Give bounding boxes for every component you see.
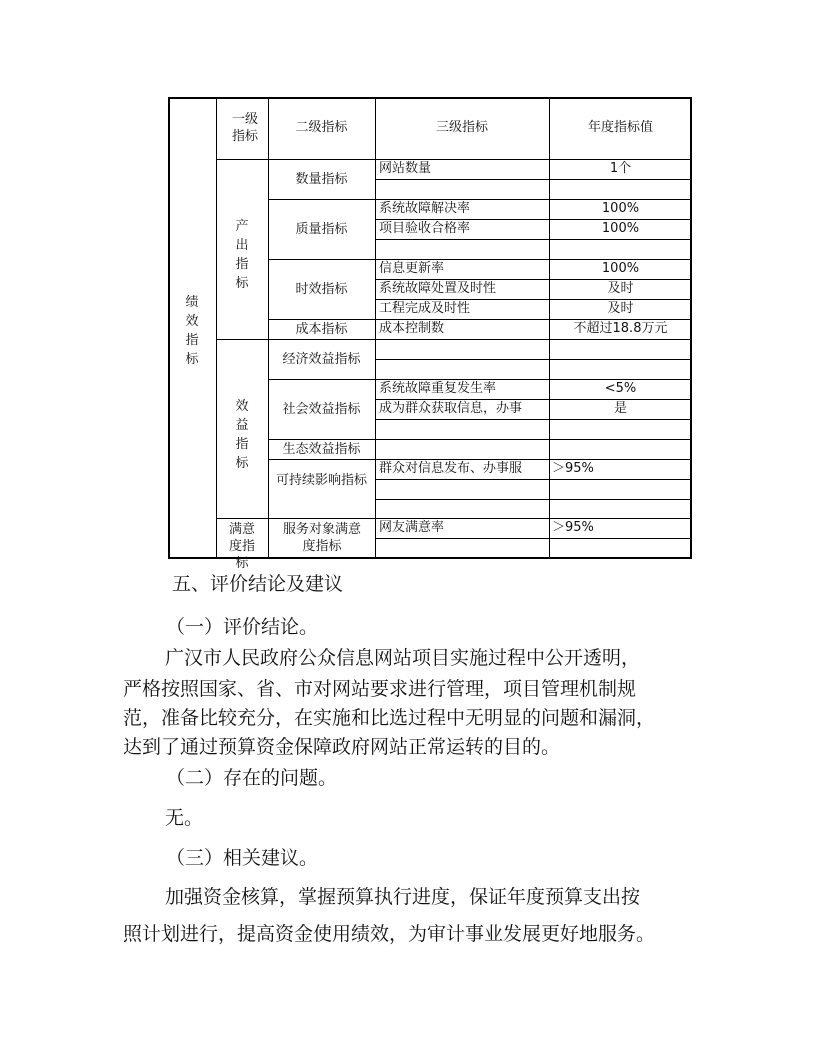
level2-timeliness: 时效指标 [295, 282, 348, 297]
row-line [375, 179, 692, 180]
indicator-fault-resolution: 系统故障解决率 [379, 201, 471, 216]
row-line [375, 259, 692, 260]
subheading-suggestions: （三）相关建议。 [166, 847, 319, 869]
column-line [375, 97, 376, 559]
indicator-website-count: 网站数量 [379, 161, 432, 176]
row-line [375, 379, 692, 380]
row-line [375, 538, 692, 539]
header-level2: 二级指标 [295, 120, 348, 135]
value-fault-handling: 及时 [607, 281, 634, 296]
row-line [375, 279, 692, 280]
row-line [375, 359, 692, 360]
group-satisfaction-indicators: 满意度指标 [228, 522, 255, 571]
row-line [375, 219, 692, 220]
value-public-satisfaction-info: ＞95% [552, 461, 594, 476]
value-cost-control: 不超过18.8万元 [573, 321, 668, 336]
value-website-count: 1个 [609, 161, 632, 176]
value-project-completion: 及时 [607, 301, 634, 316]
level2-service-satisfaction: 服务对象满意度指标 [282, 522, 361, 554]
row-line [375, 319, 692, 320]
level2-quantity: 数量指标 [295, 172, 348, 187]
row-line [375, 419, 692, 420]
indicator-public-satisfaction-info: 群众对信息发布、办事服 [379, 461, 523, 476]
paragraph-line: 无。 [165, 807, 204, 829]
row-line [375, 459, 692, 460]
value-update-rate: 100% [601, 261, 640, 276]
table-border-top [168, 97, 692, 99]
level2-line [268, 259, 375, 260]
header-level3: 三级指标 [435, 120, 488, 135]
section-heading-conclusion: 五、评价结论及建议 [172, 573, 344, 595]
level2-ecological: 生态效益指标 [282, 442, 361, 457]
row-line [375, 518, 692, 519]
column-line [216, 97, 217, 559]
level2-sustainable: 可持续影响指标 [275, 473, 367, 488]
indicator-fault-handling: 系统故障处置及时性 [379, 281, 497, 296]
paragraph-line: 达到了通过预算资金保障政府网站正常运转的目的。 [123, 736, 561, 758]
value-fault-resolution: 100% [601, 201, 640, 216]
group-line [216, 339, 268, 340]
indicator-public-access: 成为群众获取信息，办事 [379, 401, 523, 416]
indicator-acceptance-rate: 项目验收合格率 [379, 221, 471, 236]
row-line [375, 479, 692, 480]
indicator-project-completion: 工程完成及时性 [379, 301, 471, 316]
indicator-update-rate: 信息更新率 [379, 261, 445, 276]
header-level1: 一级指标 [232, 112, 259, 144]
level2-line [268, 439, 375, 440]
level2-cost: 成本指标 [295, 322, 348, 337]
paragraph-line: 加强资金核算，掌握预算执行进度，保证年度预算支出按 [165, 886, 641, 908]
indicator-netizen-satisfaction: 网友满意率 [379, 520, 445, 535]
value-public-access: 是 [613, 401, 627, 416]
subheading-evaluation-conclusion: （一）评价结论。 [166, 616, 319, 638]
level2-line [268, 339, 375, 340]
row-line [375, 199, 692, 200]
subheading-existing-problems: （二）存在的问题。 [166, 767, 338, 789]
row-line [375, 239, 692, 240]
row-line [375, 399, 692, 400]
group-benefit-indicators: 效益指标 [235, 399, 249, 471]
row-line [375, 439, 692, 440]
paragraph-line: 照计划进行，提高资金使用绩效，为审计事业发展更好地服务。 [123, 923, 656, 945]
row-line [375, 499, 692, 500]
level2-economic: 经济效益指标 [282, 352, 361, 367]
level2-social: 社会效益指标 [282, 402, 361, 417]
group-output-indicators: 产出指标 [235, 219, 249, 291]
value-netizen-satisfaction: ＞95% [552, 520, 594, 535]
level2-line [268, 199, 375, 200]
row-line [375, 299, 692, 300]
table-border-left [168, 97, 170, 559]
paragraph-line: 严格按照国家、省、市对网站要求进行管理，项目管理机制规 [123, 678, 637, 700]
row-line [375, 339, 692, 340]
indicator-fault-recurrence: 系统故障重复发生率 [379, 381, 497, 396]
level2-line [268, 319, 375, 320]
level2-line [268, 518, 375, 519]
level2-quality: 质量指标 [295, 222, 348, 237]
value-fault-recurrence: <5% [604, 381, 637, 396]
paragraph-line: 范，准备比较充分，在实施和比选过程中无明显的问题和漏洞， [123, 707, 656, 729]
value-acceptance-rate: 100% [601, 221, 640, 236]
performance-indicator-table [168, 97, 692, 571]
category-performance-indicators: 绩效指标 [185, 295, 199, 367]
indicator-cost-control: 成本控制数 [379, 321, 445, 336]
level2-line [268, 459, 375, 460]
header-line [216, 159, 692, 160]
paragraph-line: 广汉市人民政府公众信息网站项目实施过程中公开透明， [165, 647, 641, 669]
level2-line [268, 379, 375, 380]
group-line [216, 518, 268, 519]
header-annual-value: 年度指标值 [587, 120, 653, 135]
